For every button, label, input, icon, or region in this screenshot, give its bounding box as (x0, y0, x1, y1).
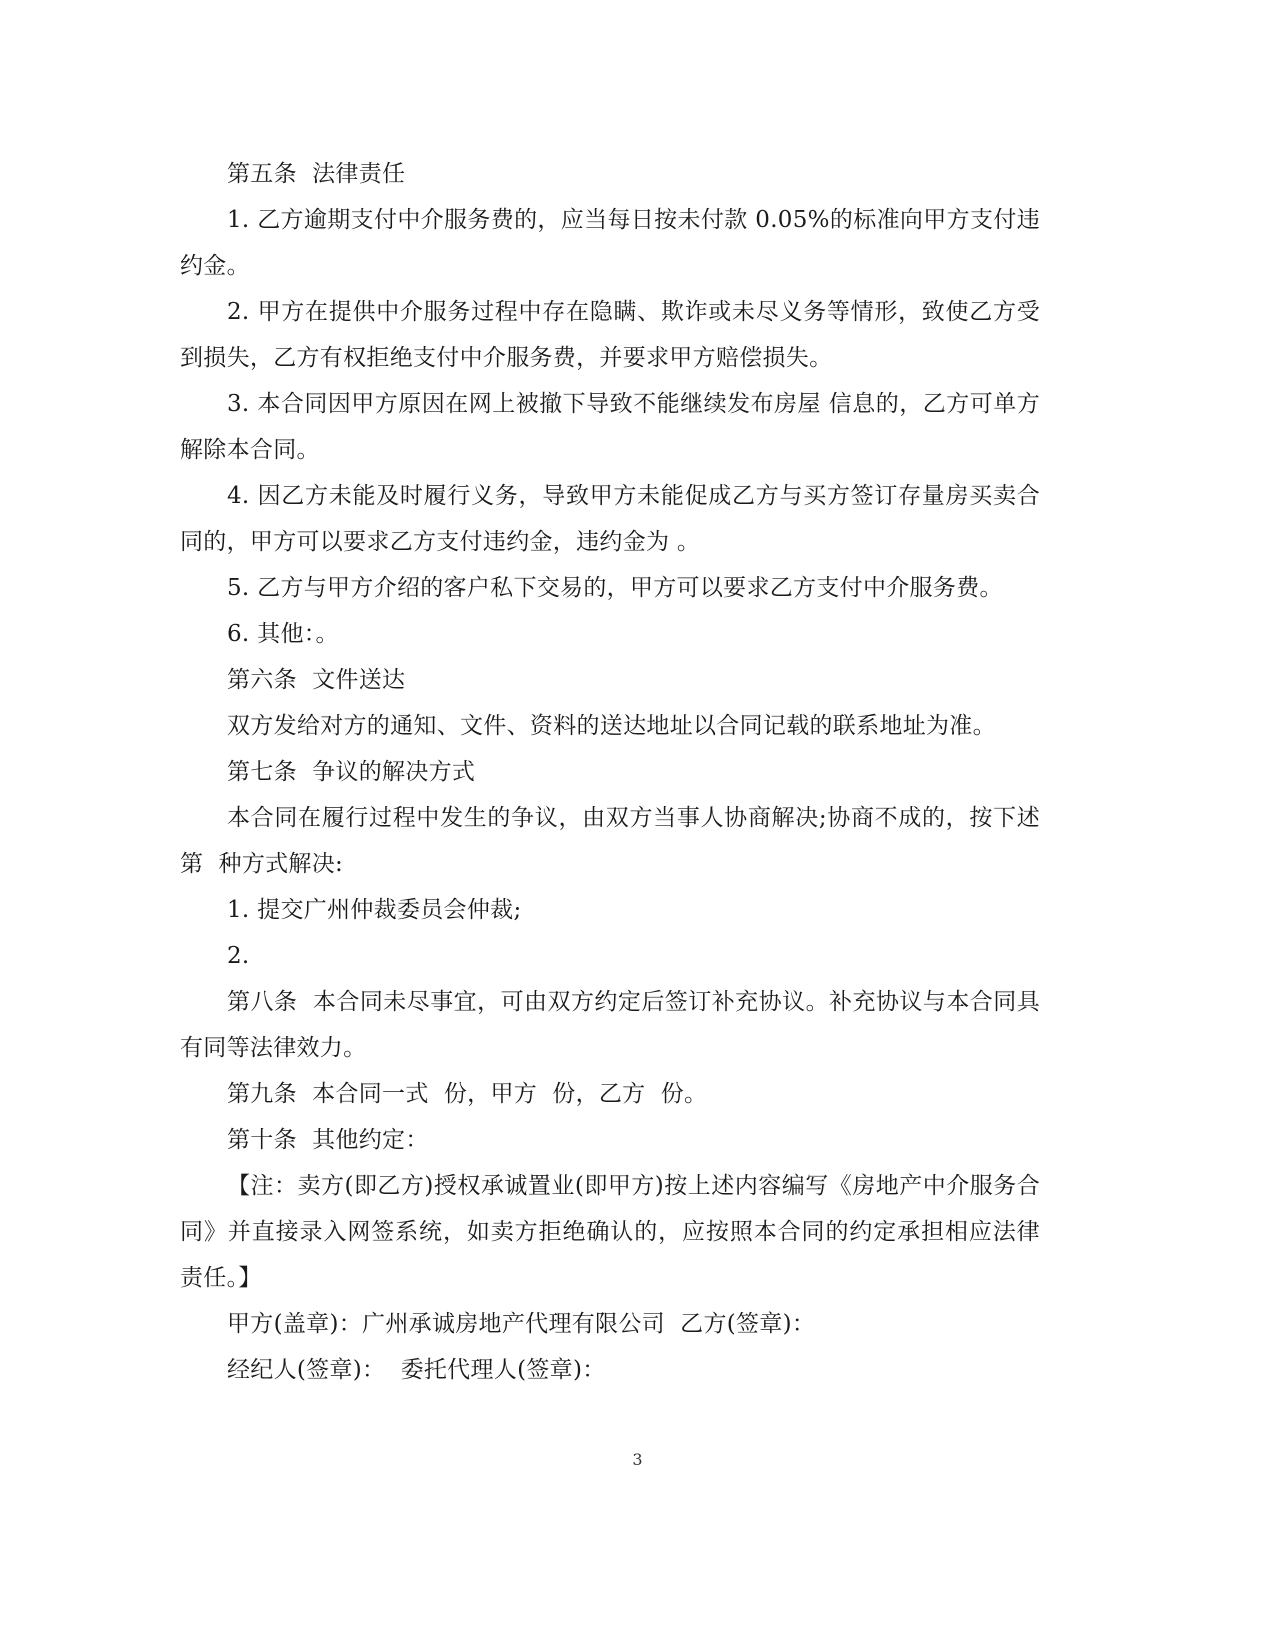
clause-5-6: 6. 其他：。 (227, 621, 339, 647)
clause-7-1: 1. 提交广州仲裁委员会仲裁; (227, 897, 522, 923)
clause-7-2: 2. (227, 943, 250, 969)
clause-5-4: 4. 因乙方未能及时履行义务，导致甲方未能促成乙方与买方签订存量房买卖合同的，甲方可以要求乙方支付违约金，违约金为 。 (180, 483, 1040, 555)
clause-5-3: 3. 本合同因甲方原因在网上被撤下导致不能继续发布房屋 信息的，乙方可单方解除本合同。 (180, 391, 1040, 463)
signature-line-parties: 甲方(盖章)：广州承诚房地产代理有限公司 乙方(签章)： (227, 1311, 816, 1337)
article-10: 第十条 其他约定： (227, 1127, 429, 1153)
article-7-heading: 第七条 争议的解决方式 (227, 759, 476, 785)
clause-5-5: 5. 乙方与甲方介绍的客户私下交易的，甲方可以要求乙方支付中介服务费。 (227, 575, 1003, 601)
article-6-body: 双方发给对方的通知、文件、资料的送达地址以合同记载的联系地址为准。 (227, 713, 996, 739)
clause-5-2: 2. 甲方在提供中介服务过程中存在隐瞒、欺诈或未尽义务等情形，致使乙方受到损失，乙方有权拒绝支付中介服务费，并要求甲方赔偿损失。 (180, 299, 1040, 371)
document-body (180, 151, 1040, 1393)
article-8: 第八条 本合同未尽事宜，可由双方约定后签订补充协议。补充协议与本合同具有同等法律效力。 (180, 989, 1040, 1061)
article-7-body: 本合同在履行过程中发生的争议，由双方当事人协商解决;协商不成的，按下述第 种方式解决: (180, 805, 1040, 877)
page-number: 3 (632, 1450, 643, 1469)
note-paragraph: 【注：卖方(即乙方)授权承诚置业(即甲方)按上述内容编写《房地产中介服务合同》并直接录入网签系统，如卖方拒绝确认的，应按照本合同的约定承担相应法律责任。】 (180, 1173, 1040, 1291)
article-9: 第九条 本合同一式 份，甲方 份，乙方 份。 (227, 1081, 708, 1107)
signature-line-agents: 经纪人(签章)： 委托代理人(签章)： (227, 1357, 606, 1383)
article-6-heading: 第六条 文件送达 (227, 667, 406, 693)
article-5-heading: 第五条 法律责任 (227, 161, 406, 187)
clause-5-1: 1. 乙方逾期支付中介服务费的，应当每日按未付款 0.05%的标准向甲方支付违约金。 (180, 207, 1040, 279)
